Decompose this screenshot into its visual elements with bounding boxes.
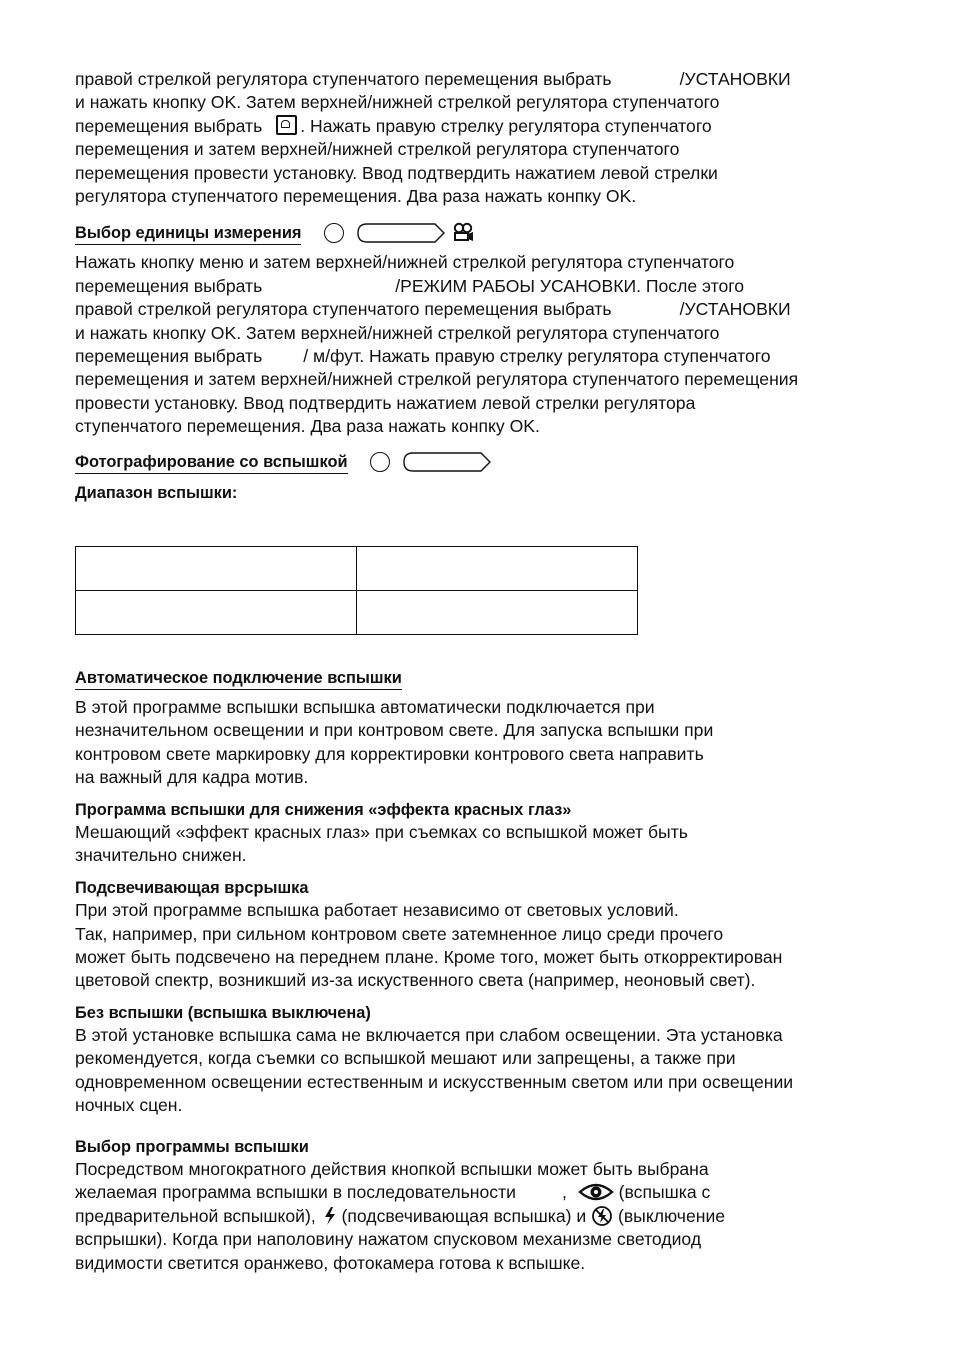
text-line: . Нажать правую стрелку регулятора ступенчатого	[300, 115, 712, 136]
text-line: контровом свете маркировку для корректировки контрового света направить	[75, 743, 704, 764]
text-line: Так, например, при сильном контровом свете затемненное лицо среди прочего	[75, 923, 724, 944]
table-cell	[76, 547, 357, 591]
table-row	[76, 547, 638, 591]
text-line: перемещения выбрать	[75, 275, 263, 296]
flash-range-table	[75, 546, 638, 635]
text-line: правой стрелкой регулятора ступенчатого перемещения выбрать	[75, 69, 612, 89]
mode-dial-circle-icon	[324, 223, 344, 243]
text-line: желаемая программа вспышки в последовательности	[75, 1182, 516, 1203]
text-line: незначительном освещении и при контровом свете. Для запуска вспышки при	[75, 720, 714, 741]
text-line: и нажать кнопку OK. Затем верхней/нижней стрелкой регулятора ступенчатого	[75, 92, 720, 113]
flash-section	[75, 450, 890, 504]
text-line: правой стрелкой регулятора ступенчатого перемещения выбрать	[75, 299, 612, 320]
text-line: /УСТАНОВКИ	[679, 299, 791, 320]
text-line: и нажать кнопку OK. Затем верхней/нижней стрелкой регулятора ступенчатого	[75, 322, 720, 343]
text-line: перемещения и затем верхней/нижней стрелкой регулятора ступенчатого	[75, 139, 680, 160]
table-cell	[357, 547, 638, 591]
text-line: В этой установке вспышка сама не включается при слабом освещении. Эта установка	[75, 1025, 783, 1046]
mode-dial-circle-icon	[370, 452, 390, 472]
auto-flash-section	[75, 666, 890, 1275]
intro-paragraph	[75, 68, 890, 208]
section-heading: Программа вспышки для снижения «эффекта красных глаз»	[75, 800, 572, 819]
text-line: Нажать кнопку меню и затем верхней/нижней стрелкой регулятора ступенчатого	[75, 252, 735, 273]
text-line: / м/фут. Нажать правую стрелку регулятора ступенчатого	[303, 345, 771, 366]
flash-bolt-icon	[323, 1206, 337, 1226]
text-line: видимости светится оранжево, фотокамера готова к вспышке.	[75, 1252, 586, 1273]
no-flash-section	[75, 1001, 890, 1118]
flash-select-section	[75, 1135, 890, 1275]
section-heading: Автоматическое подключение вспышки	[75, 669, 402, 690]
setup-menu-icon	[276, 115, 297, 135]
text-line: значительно снижен.	[75, 845, 247, 866]
text-line: одновременном освещении естественным и искусственным светом или при освещении	[75, 1071, 794, 1092]
text-line: В этой программе вспышки вспышка автоматически подключается при	[75, 697, 655, 717]
red-eye-eye-icon	[578, 1182, 614, 1202]
text-line: Посредством многократного действия кнопкой вспышки может быть выбрана	[75, 1159, 709, 1180]
text-line: /РЕЖИМ РАБОЫ УСАНОВКИ. После этого	[395, 275, 745, 296]
text-line: провести установку. Ввод подтвердить нажатием левой стрелки регулятора	[75, 392, 696, 413]
flash-off-icon	[591, 1205, 613, 1227]
mode-selector-outline-icon	[357, 223, 445, 243]
text-line: (подсвечивающая вспышка) и	[341, 1205, 587, 1226]
text-line: (вспышка с	[618, 1182, 711, 1203]
table-cell	[76, 591, 357, 635]
section-heading: Без вспышки (вспышка выключена)	[75, 1003, 371, 1022]
text-line: ступенчатого перемещения. Два раза нажать конпку OK.	[75, 416, 540, 437]
text-line: /УСТАНОВКИ	[679, 69, 791, 89]
text-line: вспрышки). Когда при наполовину нажатом спусковом механизме светодиод	[75, 1229, 702, 1250]
text-line: ,	[561, 1182, 567, 1203]
text-line: на важный для кадра мотив.	[75, 767, 309, 788]
text-line: рекомендуется, когда съемки со вспышкой мешают или запрещены, а также при	[75, 1048, 736, 1069]
table-row	[76, 591, 638, 635]
section-heading: Выбор программы вспышки	[75, 1137, 309, 1156]
text-line: предварительной вспышкой),	[75, 1205, 316, 1226]
section-heading: Выбор единицы измерения	[75, 224, 301, 245]
movie-camera-icon	[452, 222, 474, 242]
mode-selector-outline-icon	[403, 452, 491, 472]
range-label: Диапазон вспышки:	[75, 484, 238, 503]
section-heading: Фотографирование со вспышкой	[75, 453, 348, 474]
text-line: перемещения и затем верхней/нижней стрелкой регулятора ступенчатого перемещения	[75, 369, 799, 390]
text-line: При этой программе вспышка работает независимо от световых условий.	[75, 900, 679, 921]
text-line: ночных сцен.	[75, 1095, 183, 1116]
units-section	[75, 221, 890, 438]
text-line: цветовой спектр, возникший из-за искуственного света (например, неоновый свет).	[75, 970, 756, 991]
manual-page	[75, 68, 890, 1273]
text-line: может быть подсвечено на переднем плане. Кроме того, может быть откорректирован	[75, 946, 783, 967]
text-line: перемещения выбрать	[75, 345, 263, 366]
text-line: перемещения выбрать	[75, 115, 263, 136]
text-line: Мешающий «эффект красных глаз» при съемках со вспышкой может быть	[75, 821, 688, 842]
text-line: (выключение	[617, 1205, 726, 1226]
red-eye-section	[75, 798, 890, 868]
fill-flash-section	[75, 876, 890, 993]
section-heading: Подсвечивающая врсрышка	[75, 878, 309, 897]
text-line: регулятора ступенчатого перемещения. Два раза нажать конпку OK.	[75, 185, 637, 206]
text-line: перемещения провести установку. Ввод подтвердить нажатием левой стрелки	[75, 162, 718, 183]
table-cell	[357, 591, 638, 635]
